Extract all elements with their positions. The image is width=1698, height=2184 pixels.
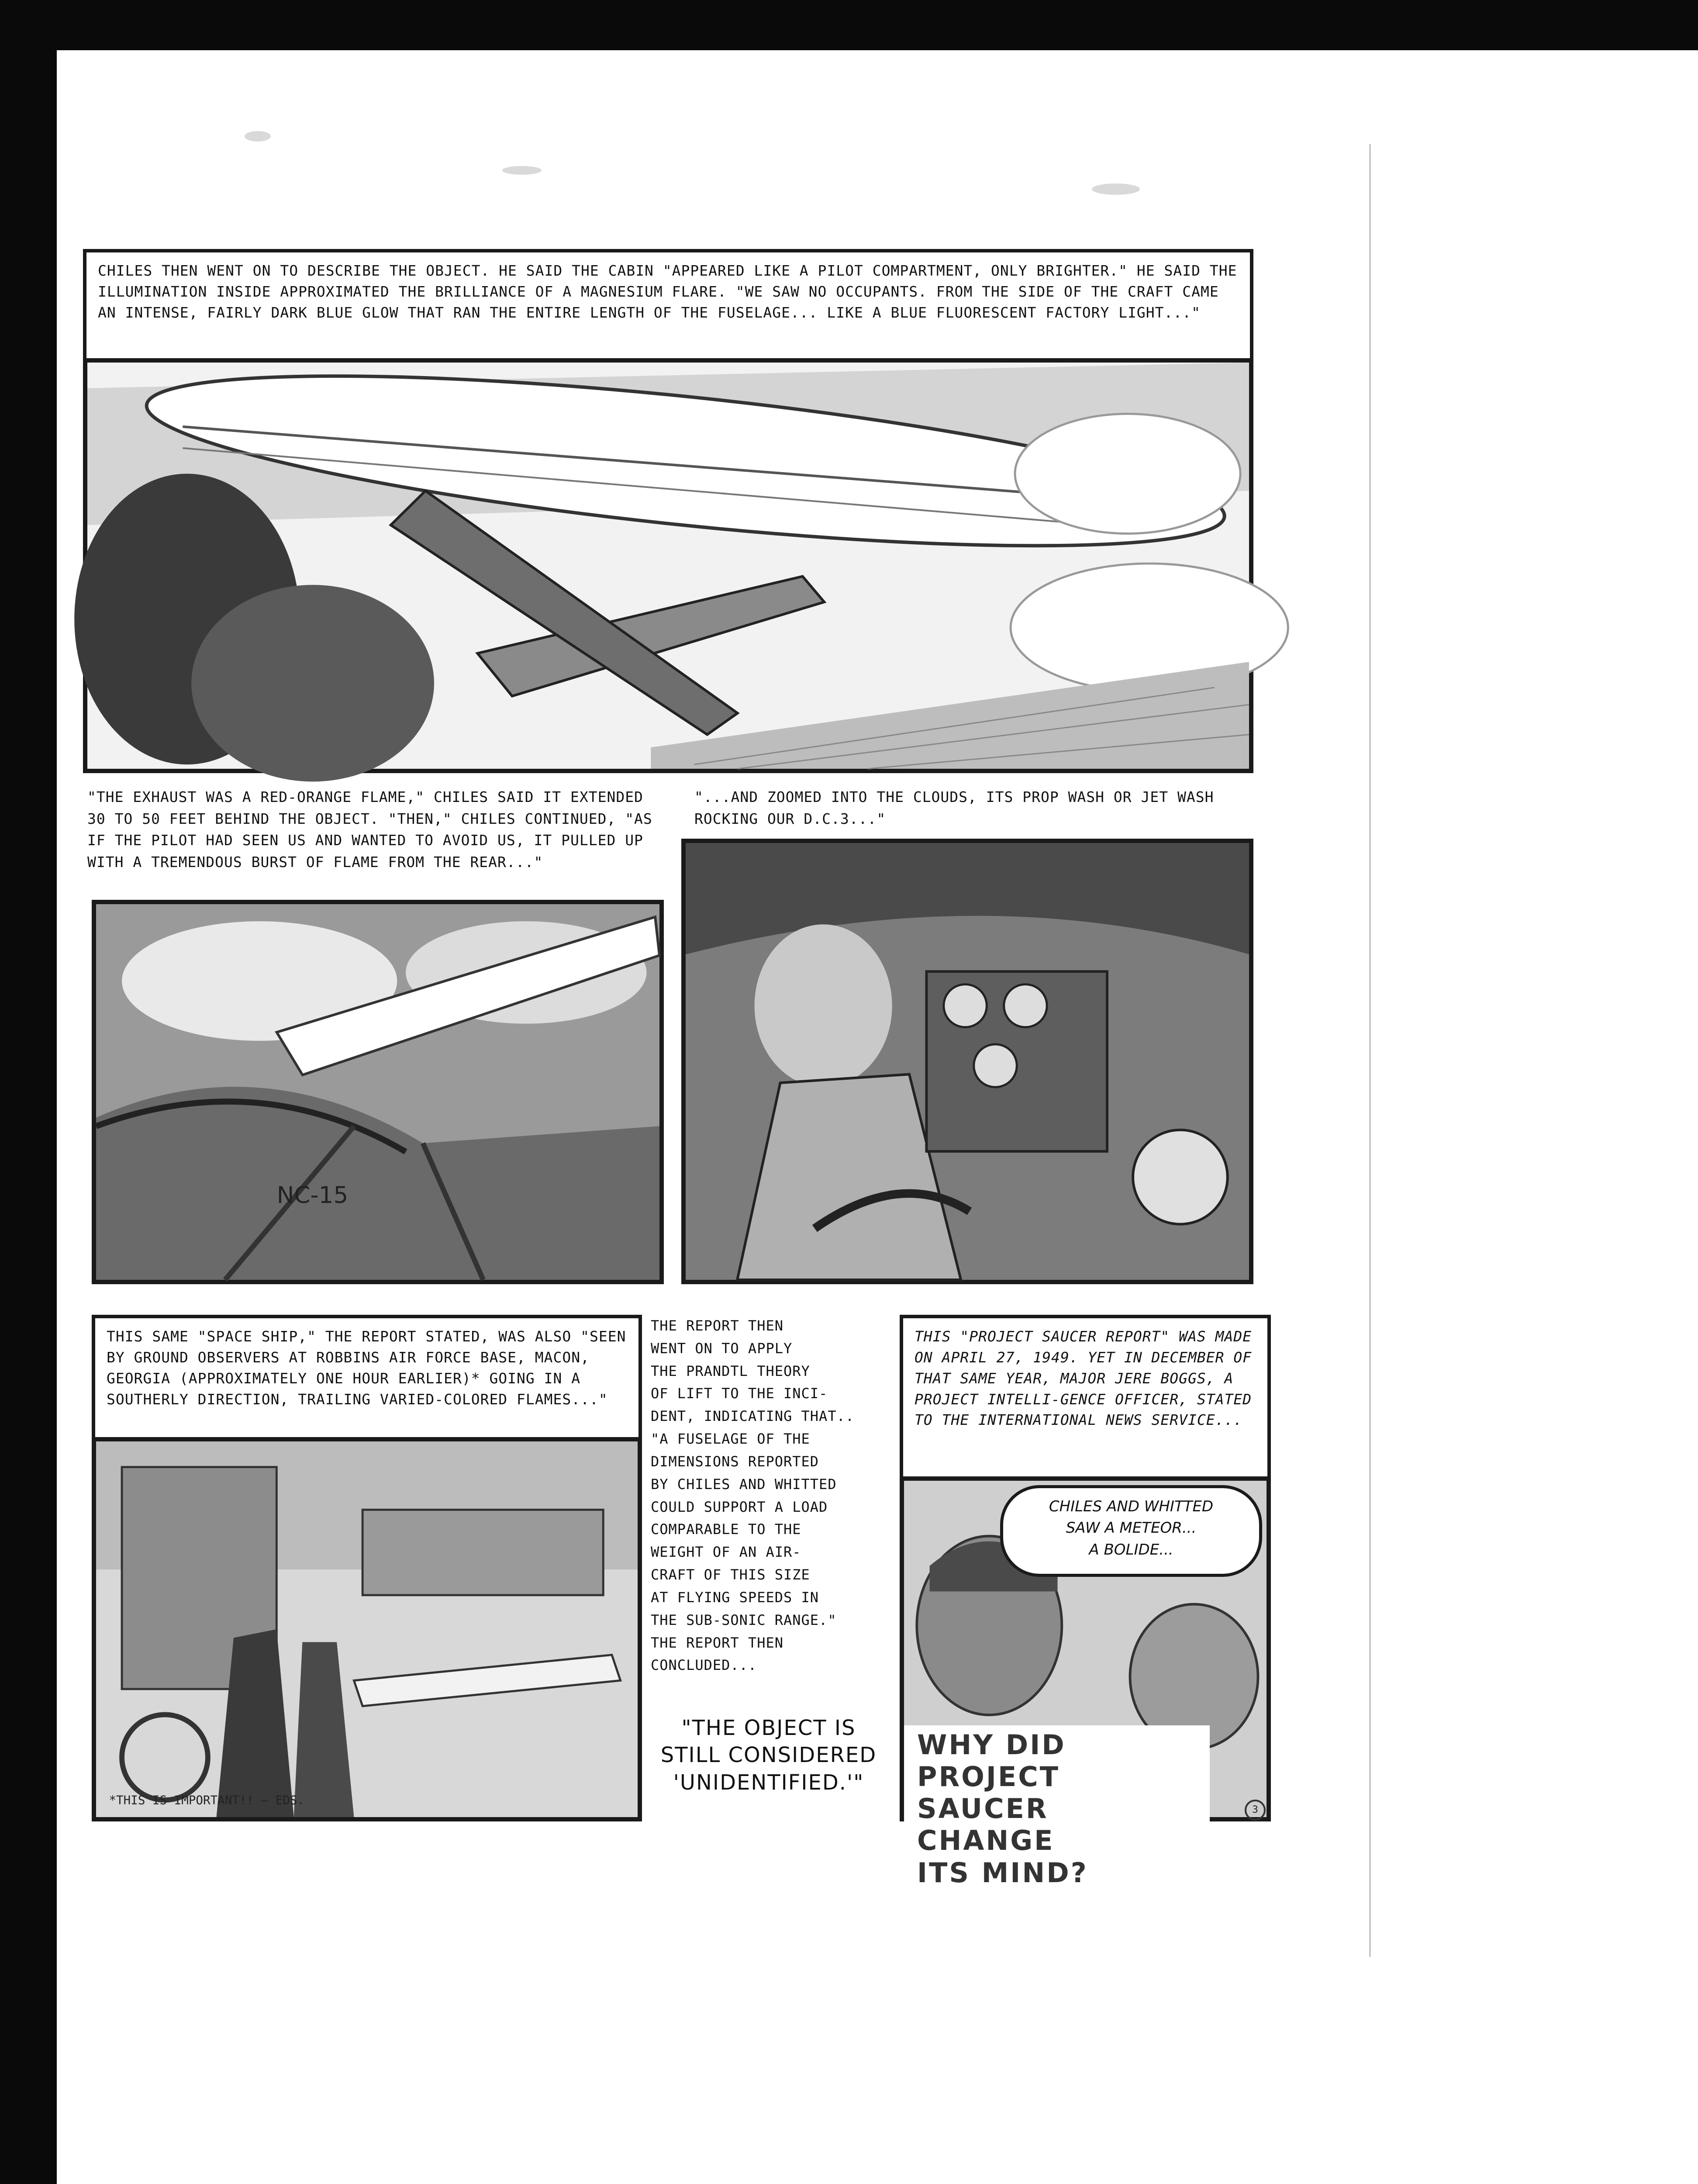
- panel-airship-and-dc3: [83, 358, 1253, 773]
- caption-conclusion: "THE OBJECT IS STILL CONSIDERED 'UNIDENTIFIED.'": [660, 1716, 877, 1795]
- scan-smudge: [1092, 183, 1140, 195]
- fold-line: [1369, 144, 1371, 1957]
- caption-exhaust-text: "THE EXHAUST WAS A RED-ORANGE FLAME," CHILES SAID IT EXTENDED 30 TO 50 FEET BEHIND THE OBJECT. "THEN," CHILES CONTINUED, "AS IF THE PILOT HAD SEEN US AND WANTED TO AVOID US, IT PULLED UP WITH A TREMENDOUS BURST OF FLAME FROM THE REAR...": [87, 788, 652, 871]
- panel-cockpit-window: [92, 900, 664, 1284]
- cockpit-window-illustration: [96, 904, 659, 1280]
- scan-smudge: [502, 166, 542, 175]
- caption-project-saucer-text: THIS "PROJECT SAUCER REPORT" WAS MADE ON APRIL 27, 1949. YET IN DECEMBER OF THAT SAME YEAR, MAJOR JERE BOGGS, A PROJECT INTELLI-GENCE OFFICER, STATED TO THE INTERNATIONAL NEWS SERVICE...: [915, 1328, 1252, 1429]
- panel-air-force-base: [92, 1437, 642, 1821]
- caption-zoomed: [694, 786, 1262, 839]
- aircraft-marking: NC-15: [276, 1182, 349, 1209]
- caption-intro: [83, 249, 1253, 363]
- caption-exhaust: [87, 786, 655, 891]
- air-force-base-illustration: [96, 1441, 638, 1817]
- page-number: 3: [1245, 1800, 1266, 1821]
- panel-officer-portrait: [900, 1476, 1271, 1889]
- caption-zoomed-text: "...AND ZOOMED INTO THE CLOUDS, ITS PROP WASH OR JET WASH ROCKING OUR D.C.3...": [694, 788, 1214, 827]
- caption-space-ship: [92, 1315, 642, 1441]
- caption-report-then: THE REPORT THEN WENT ON TO APPLY THE PRANDTL THEORY OF LIFT TO THE INCI- DENT, INDICATING THAT.. "A FUSELAGE OF THE DIMENSIONS REPORTED BY CHILES AND WHITTED COULD SUPPORT A LOAD COMPARABLE TO THE WEIGHT OF AN AIR- CRAFT OF THIS SIZE AT FLYING SPEEDS IN THE SUB-SONIC RANGE." THE REPORT THEN CONCLUDED...: [651, 1317, 855, 1674]
- caption-space-ship-text: THIS SAME "SPACE SHIP," THE REPORT STATED, WAS ALSO "SEEN BY GROUND OBSERVERS AT ROBBINS AIR FORCE BASE, MACON, GEORGIA (APPROXIMATELY ONE HOUR EARLIER)* GOING IN A SOUTHERLY DIRECTION, TRAILING VARIED-COLORED FLAMES...": [107, 1328, 626, 1408]
- caption-intro-text: CHILES THEN WENT ON TO DESCRIBE THE OBJECT. HE SAID THE CABIN "APPEARED LIKE A PILOT COMPARTMENT, ONLY BRIGHTER." HE SAID THE ILLUMINATION INSIDE APPROXIMATED THE BRILLIANCE OF A MAGNESIUM FLARE. "WE SAW NO OCCUPANTS. FROM THE SIDE OF THE CRAFT CAME AN INTENSE, FAIRLY DARK BLUE GLOW THAT RAN THE ENTIRE LENGTH OF THE FUSELAGE... LIKE A BLUE FLUORESCENT FACTORY LIGHT...": [98, 262, 1237, 321]
- scan-smudge: [245, 131, 271, 142]
- headline-why-did-project-saucer: WHY DID PROJECT SAUCER CHANGE ITS MIND?: [904, 1725, 1210, 1826]
- panel-pilot-cockpit: [681, 839, 1253, 1284]
- airship-illustration: [87, 363, 1249, 769]
- caption-project-saucer: [900, 1315, 1271, 1481]
- pilot-cockpit-illustration: [686, 843, 1249, 1280]
- footnote: *THIS IS IMPORTANT!! — EDS.: [109, 1794, 305, 1807]
- speech-bubble: CHILES AND WHITTED SAW A METEOR... A BOLIDE...: [1000, 1485, 1262, 1577]
- comic-page: [83, 249, 1271, 1889]
